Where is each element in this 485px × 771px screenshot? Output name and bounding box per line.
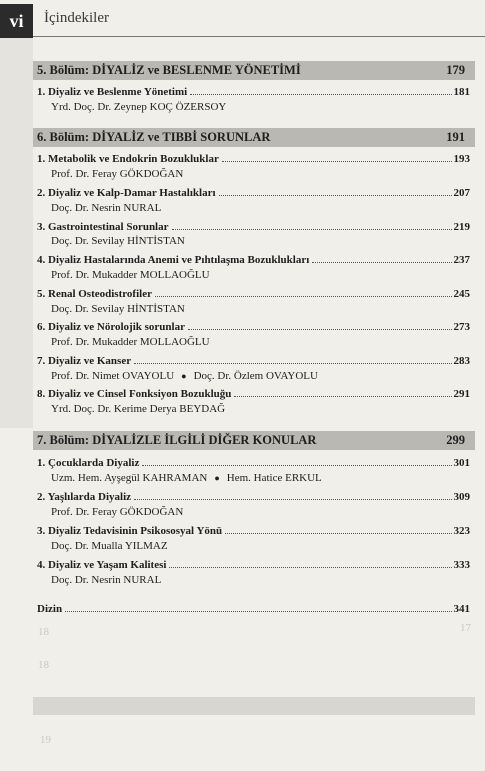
entry-page: 333	[453, 559, 470, 571]
toc-entry[interactable]	[37, 385, 470, 400]
entry-author: Doç. Dr. Nesrin NURAL	[51, 202, 162, 214]
dot-leader	[312, 262, 451, 263]
entry-title: 3. Diyaliz Tedavisinin Psikososyal Yönü	[37, 525, 223, 537]
entry-author: Doç. Dr. Nesrin NURAL	[51, 574, 162, 586]
page-number-tab	[0, 4, 33, 38]
toc-entry[interactable]	[37, 184, 470, 199]
entry-page: 237	[453, 254, 470, 266]
dot-leader	[222, 161, 452, 162]
entry-author: Prof. Dr. Feray GÖKDOĞAN	[51, 168, 184, 180]
entry-page: 341	[453, 603, 470, 615]
entry-author: Doç. Dr. Sevilay HİNTİSTAN	[51, 303, 185, 315]
entry-title: 1. Çocuklarda Diyaliz	[37, 457, 140, 469]
entry-title: 2. Diyaliz ve Kalp-Damar Hastalıkları	[37, 187, 216, 199]
entry-author: Hem. Hatice ERKUL	[226, 472, 322, 484]
chapter-title: 7. Bölüm: DİYALİZLE İLGİLİ DİĞER KONULAR	[37, 433, 317, 447]
entry-title: 5. Renal Osteodistrofiler	[37, 288, 152, 300]
chapter-heading-6	[33, 128, 475, 147]
entry-title: Dizin	[37, 603, 63, 615]
chapter-page: 191	[446, 130, 465, 144]
entry-title: 3. Gastrointestinal Sorunlar	[37, 221, 169, 233]
entry-page: 309	[453, 491, 470, 503]
entry-author: Yrd. Doç. Dr. Kerime Derya BEYDAĞ	[51, 403, 226, 415]
dot-leader	[188, 329, 452, 330]
toc-entry[interactable]	[37, 150, 470, 165]
entry-title: 8. Diyaliz ve Cinsel Fonksiyon Bozukluğu	[37, 388, 232, 400]
entry-author: Yrd. Doç. Dr. Zeynep KOÇ ÖZERSOY	[51, 101, 227, 113]
entry-title: 7. Diyaliz ve Kanser	[37, 355, 132, 367]
toc-entry[interactable]	[37, 454, 470, 469]
show-through-band	[33, 697, 475, 715]
dot-leader	[172, 229, 452, 230]
entry-page: 323	[453, 525, 470, 537]
entry-author: Doç. Dr. Sevilay HİNTİSTAN	[51, 235, 185, 247]
toc-entry[interactable]	[37, 285, 470, 300]
toc-entry[interactable]	[37, 318, 470, 333]
entry-title: 2. Yaşlılarda Diyaliz	[37, 491, 132, 503]
entry-author: Prof. Dr. Mukadder MOLLAOĞLU	[51, 336, 210, 348]
chapter-page: 299	[446, 433, 465, 447]
toc-entry[interactable]	[37, 352, 470, 367]
entry-page: 273	[453, 321, 470, 333]
dot-leader	[134, 499, 451, 500]
entry-authors	[51, 472, 322, 484]
entry-title: 4. Diyaliz Hastalarında Anemi ve Pıhtılaşma Bozuklukları	[37, 254, 310, 266]
page-number: vi	[9, 10, 24, 31]
entry-page: 291	[453, 388, 470, 400]
dot-leader	[65, 611, 451, 612]
author-separator: ●	[214, 473, 220, 483]
chapter-page: 179	[446, 63, 465, 77]
dot-leader	[169, 567, 451, 568]
entry-title: 4. Diyaliz ve Yaşam Kalitesi	[37, 559, 167, 571]
toc-entry[interactable]	[37, 522, 470, 537]
chapter-title: 5. Bölüm: DİYALİZ ve BESLENME YÖNETİMİ	[37, 63, 301, 77]
toc-entry[interactable]	[37, 488, 470, 503]
dot-leader	[190, 94, 451, 95]
toc-entry[interactable]	[37, 251, 470, 266]
author-separator: ●	[181, 371, 187, 381]
entry-page: 219	[453, 221, 470, 233]
entry-author: Uzm. Hem. Ayşegül KAHRAMAN	[51, 472, 208, 484]
show-through-mark: 18	[38, 659, 49, 671]
entry-authors	[51, 370, 318, 382]
chapter-title: 6. Bölüm: DİYALİZ ve TIBBİ SORUNLAR	[37, 130, 271, 144]
toc-entry[interactable]	[37, 218, 470, 233]
header-divider	[33, 36, 485, 37]
show-through-mark: 19	[40, 734, 51, 746]
toc-entry-index[interactable]	[37, 600, 470, 615]
dot-leader	[219, 195, 452, 196]
dot-leader	[134, 363, 451, 364]
entry-page: 207	[453, 187, 470, 199]
show-through-mark: 17	[460, 622, 471, 634]
chapter-heading-7	[33, 431, 475, 450]
entry-page: 181	[453, 86, 470, 98]
entry-page: 301	[453, 457, 470, 469]
chapter-heading-5	[33, 61, 475, 80]
dot-leader	[155, 296, 452, 297]
toc-entry[interactable]	[37, 83, 470, 98]
entry-page: 245	[453, 288, 470, 300]
dot-leader	[234, 396, 451, 397]
dot-leader	[225, 533, 451, 534]
left-margin-strip	[0, 38, 33, 428]
entry-title: 6. Diyaliz ve Nörolojik sorunlar	[37, 321, 185, 333]
entry-title: 1. Metabolik ve Endokrin Bozukluklar	[37, 153, 219, 165]
entry-title: 1. Diyaliz ve Beslenme Yönetimi	[37, 86, 188, 98]
entry-page: 283	[453, 355, 470, 367]
entry-author: Doç. Dr. Özlem OVAYOLU	[193, 370, 318, 382]
dot-leader	[142, 465, 451, 466]
entry-author: Doç. Dr. Mualla YILMAZ	[51, 540, 168, 552]
show-through-mark: 18	[38, 626, 49, 638]
entry-page: 193	[453, 153, 470, 165]
entry-author: Prof. Dr. Nimet OVAYOLU	[51, 370, 175, 382]
toc-entry[interactable]	[37, 556, 470, 571]
page-title: İçindekiler	[44, 10, 109, 26]
entry-author: Prof. Dr. Feray GÖKDOĞAN	[51, 506, 184, 518]
entry-author: Prof. Dr. Mukadder MOLLAOĞLU	[51, 269, 210, 281]
